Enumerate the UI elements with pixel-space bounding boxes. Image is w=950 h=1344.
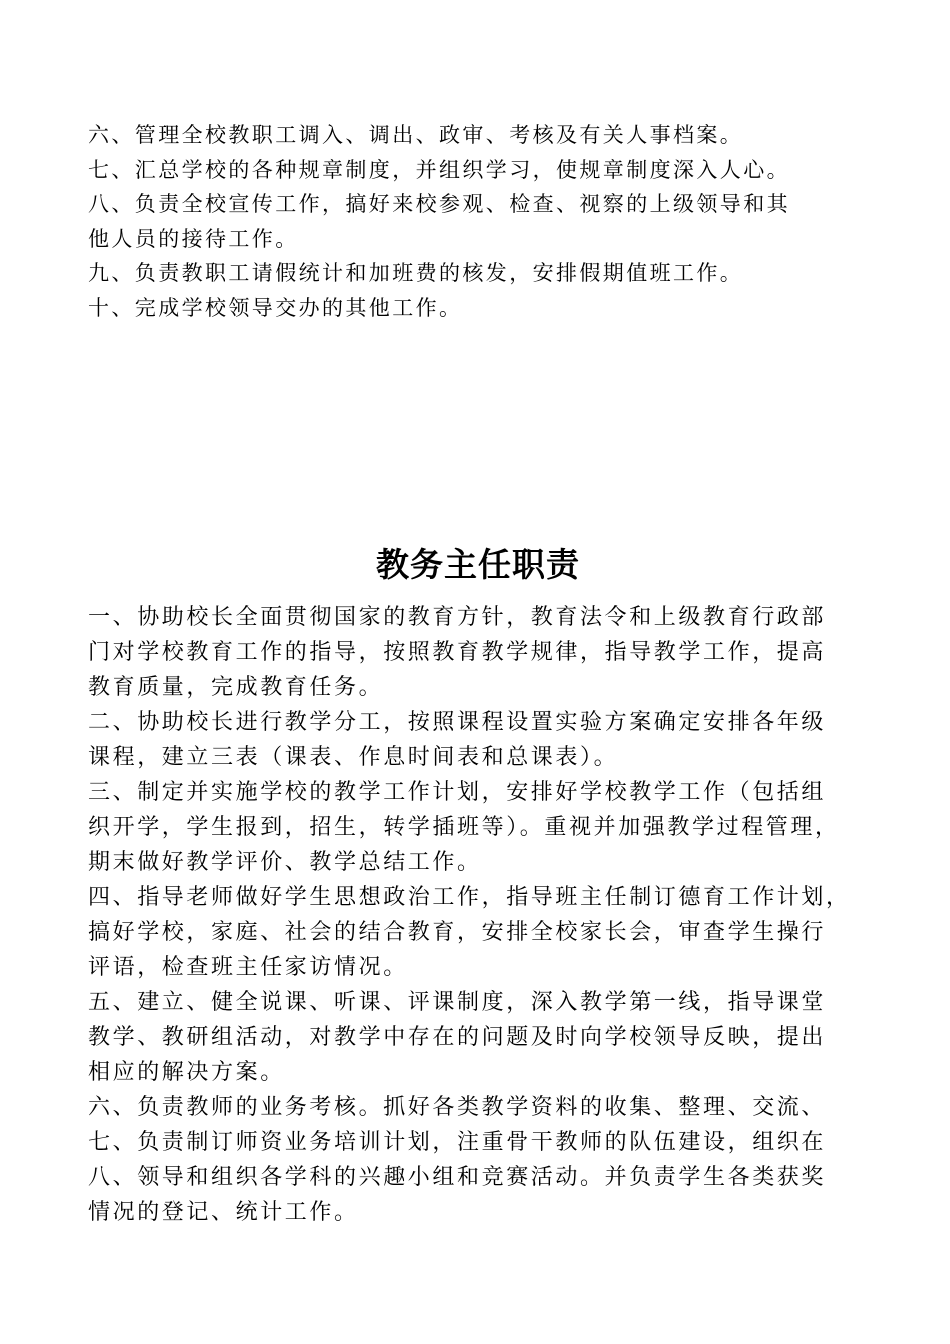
paragraph-line: 六、负责教师的业务考核。抓好各类教学资料的收集、整理、交流、 bbox=[88, 1095, 827, 1120]
paragraph-line: 评语，检查班主任家访情况。 bbox=[88, 955, 408, 980]
paragraph-line: 教育质量，完成教育任务。 bbox=[88, 675, 384, 700]
duty-item-10: 十、完成学校领导交办的其他工作。 bbox=[88, 295, 463, 320]
paragraph-line: 相应的解决方案。 bbox=[88, 1060, 285, 1085]
duty-item-8-continued: 他人员的接待工作。 bbox=[88, 226, 299, 251]
paragraph-line: 门对学校教育工作的指导，按照教育教学规律，指导教学工作，提高 bbox=[88, 640, 827, 665]
paragraph-line: 教学、教研组活动，对教学中存在的问题及时向学校领导反映，提出 bbox=[88, 1025, 827, 1050]
duty-item-8: 八、负责全校宣传工作，搞好来校参观、检查、视察的上级领导和其 bbox=[88, 192, 790, 216]
paragraph-line: 四、指导老师做好学生思想政治工作，指导班主任制订德育工作计划， bbox=[88, 885, 851, 910]
office-duties-continued bbox=[88, 118, 868, 325]
paragraph-line: 三、制定并实施学校的教学工作计划，安排好学校教学工作（包括组 bbox=[88, 780, 827, 805]
paragraph-line: 七、负责制订师资业务培训计划，注重骨干教师的队伍建设，组织在 bbox=[88, 1130, 827, 1155]
duty-item-7: 七、汇总学校的各种规章制度，并组织学习，使规章制度深入人心。 bbox=[88, 157, 790, 182]
paragraph-line: 期末做好教学评价、教学总结工作。 bbox=[88, 850, 482, 875]
paragraph-line: 织开学，学生报到，招生，转学插班等）。重视并加强教学过程管理， bbox=[88, 815, 840, 840]
paragraph-line: 八、领导和组织各学科的兴趣小组和竞赛活动。并负责学生各类获奖 bbox=[88, 1165, 827, 1190]
academic-director-duties bbox=[88, 540, 868, 1230]
paragraph-line: 课程，建立三表（课表、作息时间表和总课表）。 bbox=[88, 745, 619, 770]
paragraph-line: 五、建立、健全说课、听课、评课制度，深入教学第一线，指导课堂 bbox=[88, 990, 827, 1015]
duty-item-9: 九、负责教职工请假统计和加班费的核发，安排假期值班工作。 bbox=[88, 261, 744, 285]
paragraph-line: 搞好学校，家庭、社会的结合教育，安排全校家长会，审查学生操行 bbox=[88, 920, 827, 945]
section-title: 教务主任职责 bbox=[376, 545, 580, 584]
paragraph-line: 情况的登记、统计工作。 bbox=[88, 1200, 359, 1225]
duty-item-6: 六、管理全校教职工调入、调出、政审、考核及有关人事档案。 bbox=[88, 123, 744, 147]
paragraph-line: 一、协助校长全面贯彻国家的教育方针，教育法令和上级教育行政部 bbox=[88, 605, 827, 630]
paragraph-line: 二、协助校长进行教学分工，按照课程设置实验方案确定安排各年级 bbox=[88, 710, 827, 735]
